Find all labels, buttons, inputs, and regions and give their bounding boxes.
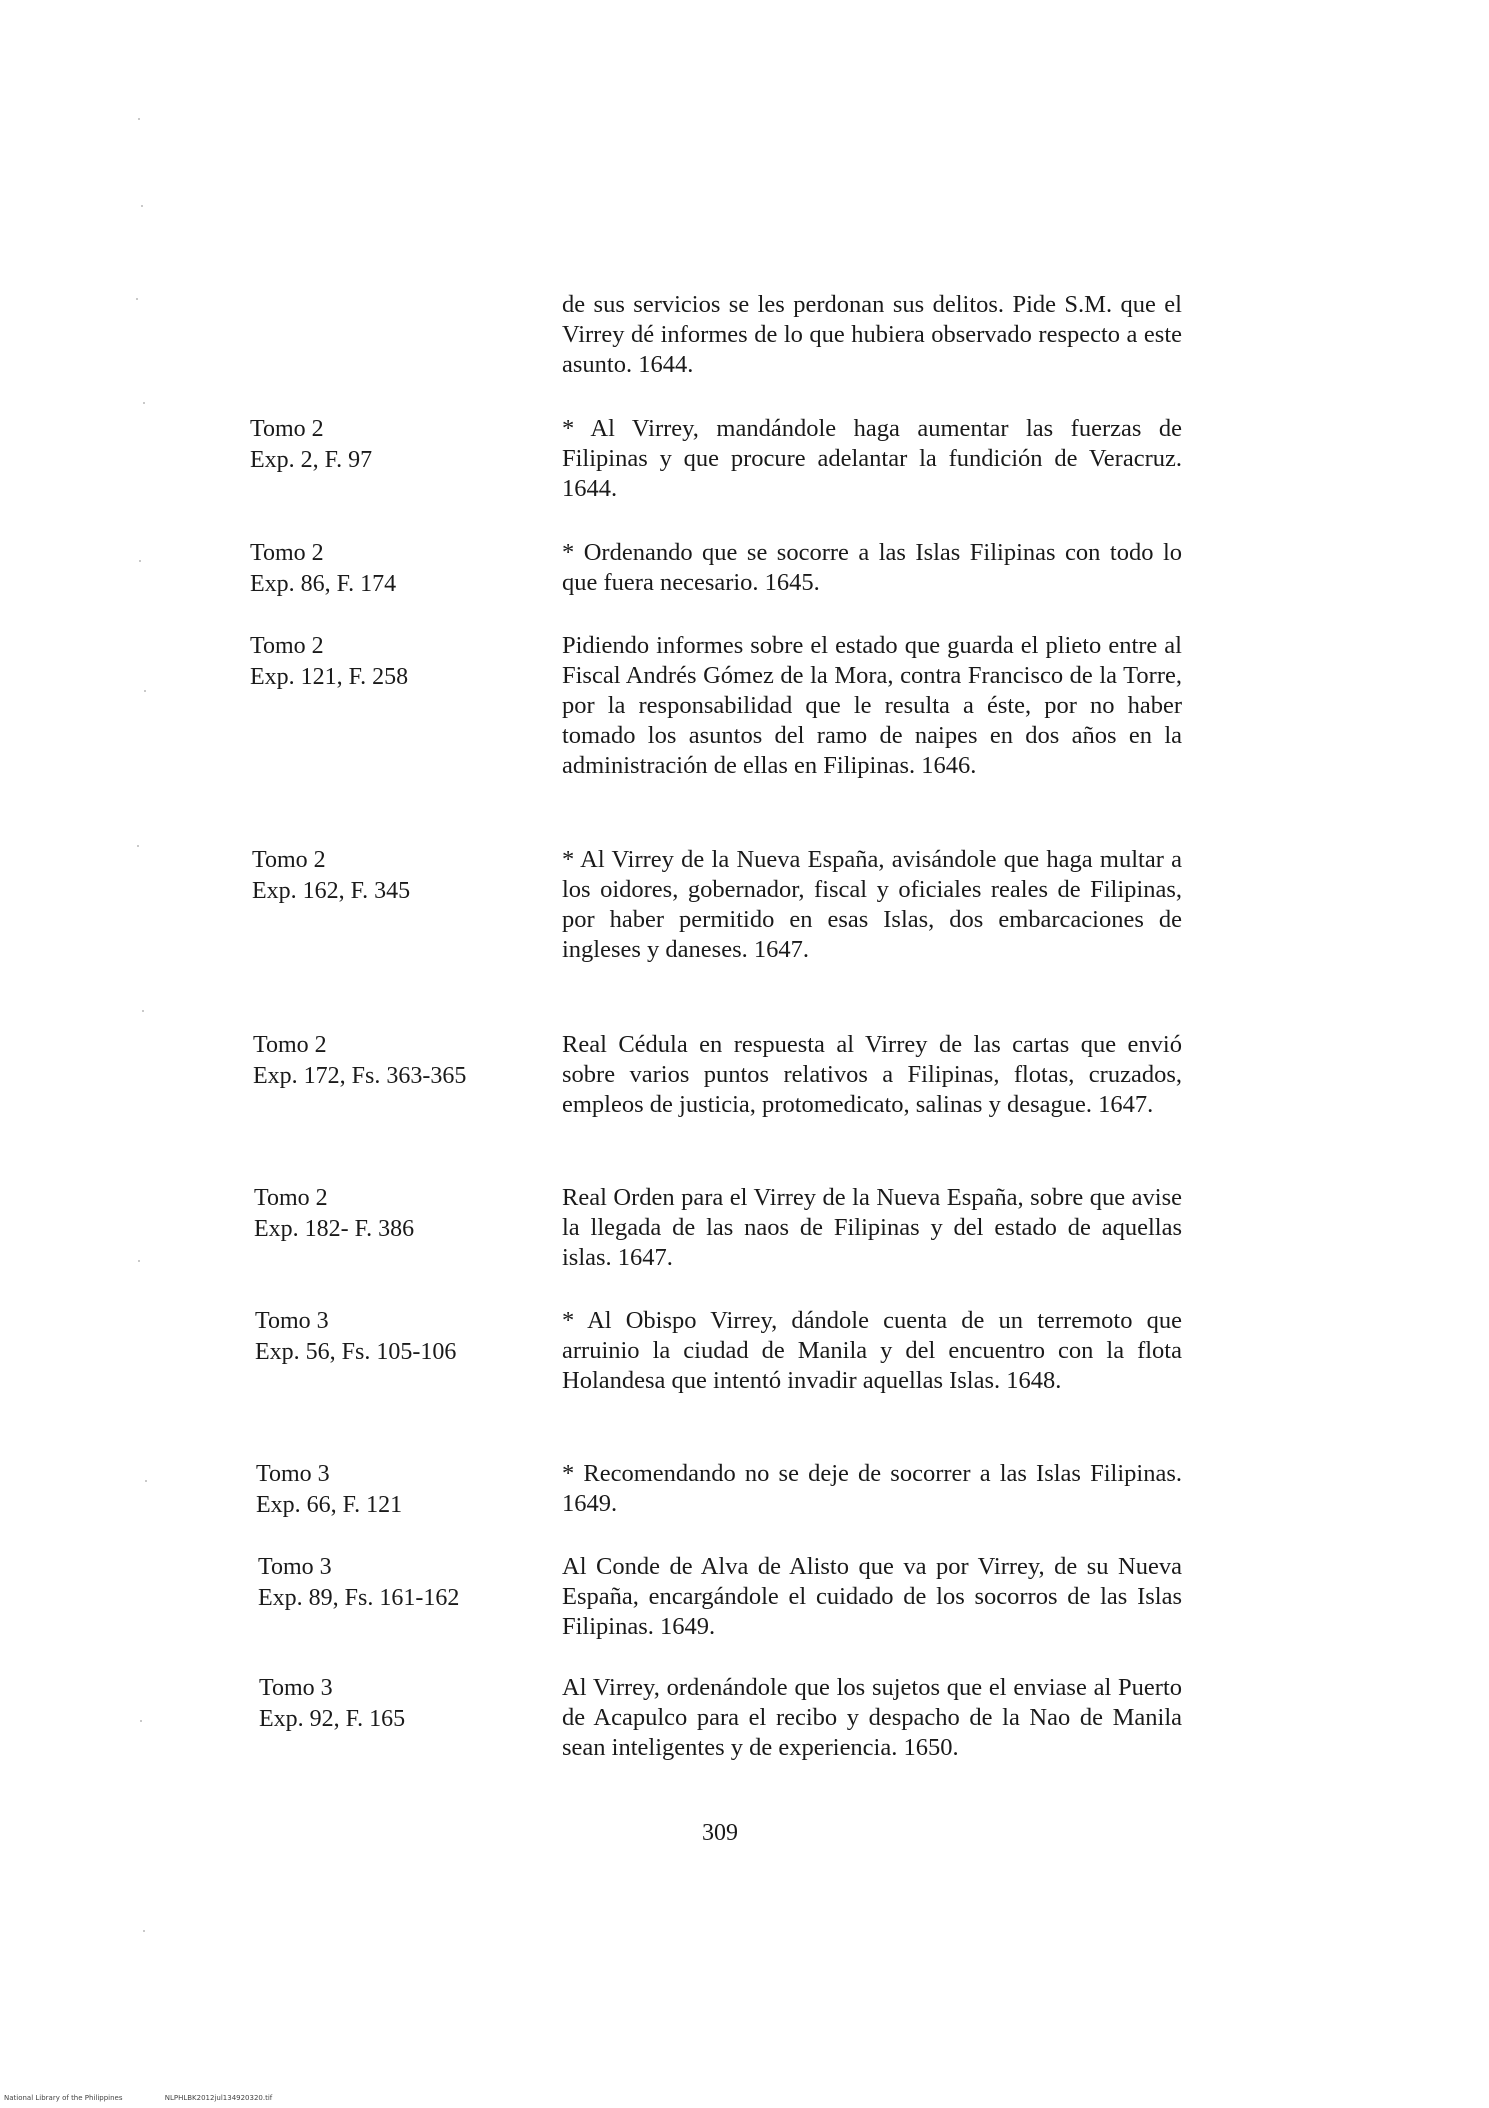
page-number: 309 (702, 1820, 738, 1846)
archive-reference (253, 1030, 466, 1092)
scan-filename: NLPHLBK2012jul134920320.tif (164, 2094, 273, 2102)
entry-text: Real Orden para el Virrey de la Nueva España, sobre que avise la llegada de las naos de Filipinas y del estado de aquellas islas. 1647. (562, 1184, 1182, 1271)
tomo-label: Tomo 2 (253, 1032, 327, 1058)
exp-label: Exp. 162, F. 345 (252, 878, 411, 904)
tomo-label: Tomo 3 (256, 1461, 330, 1487)
archive-reference (255, 1306, 456, 1368)
tomo-label: Tomo 2 (250, 633, 324, 659)
scan-speck (136, 298, 138, 300)
tomo-label: Tomo 3 (258, 1554, 332, 1580)
entry-text: * Al Virrey, mandándole haga aumentar las fuerzas de Filipinas y que procure adelantar la fundición de Veracruz. 1644. (562, 415, 1182, 502)
exp-label: Exp. 86, F. 174 (250, 571, 397, 597)
archive-reference (252, 845, 410, 907)
entry-text: Real Cédula en respuesta al Virrey de las cartas que envió sobre varios puntos relativos a Filipinas, flotas, cruzados, empleos de justicia, protomedicato, salinas y desague. 1647. (562, 1031, 1182, 1118)
scan-speck (142, 1010, 144, 1012)
exp-label: Exp. 92, F. 165 (259, 1706, 406, 1732)
exp-label: Exp. 56, Fs. 105-106 (255, 1339, 457, 1365)
tomo-label: Tomo 3 (255, 1308, 329, 1334)
entry-text: Al Conde de Alva de Alisto que va por Virrey, de su Nueva España, encargándole el cuidado de los socorros de las Islas Filipinas. 1649. (562, 1553, 1182, 1640)
archive-reference (250, 538, 396, 600)
exp-label: Exp. 182- F. 386 (254, 1216, 415, 1242)
exp-label: Exp. 89, Fs. 161-162 (258, 1585, 460, 1611)
exp-label: Exp. 66, F. 121 (256, 1492, 403, 1518)
tomo-label: Tomo 2 (250, 540, 324, 566)
tomo-label: Tomo 2 (254, 1185, 328, 1211)
scan-speck (143, 402, 145, 404)
scan-speck (139, 560, 141, 562)
scan-speck (143, 1930, 145, 1932)
exp-label: Exp. 121, F. 258 (250, 664, 409, 690)
archive-reference (259, 1673, 405, 1735)
entry-text: Pidiendo informes sobre el estado que guarda el plieto entre al Fiscal Andrés Gómez de la Mora, contra Francisco de la Torre, por la responsabilidad que le resulta a éste, por no haber tomado los asuntos del ramo de naipes en dos años en la administración de ellas en Filipinas. 1646. (562, 632, 1182, 779)
entry-text: * Al Virrey de la Nueva España, avisándole que haga multar a los oidores, gobernador, fiscal y oficiales reales de Filipinas, por haber permitido en esas Islas, dos embarcaciones de ingleses y daneses. 1647. (562, 846, 1182, 963)
entry-text: * Recomendando no se deje de socorrer a las Islas Filipinas. 1649. (562, 1460, 1182, 1517)
exp-label: Exp. 2, F. 97 (250, 447, 373, 473)
tomo-label: Tomo 2 (252, 847, 326, 873)
tomo-label: Tomo 3 (259, 1675, 333, 1701)
scan-speck (138, 1260, 140, 1262)
scan-speck (140, 1720, 142, 1722)
scan-speck (141, 205, 143, 207)
intro-paragraph: de sus servicios se les perdonan sus delitos. Pide S.M. que el Virrey dé informes de lo que hubiera observado respecto a este asunto. 1644. (562, 291, 1182, 378)
entry-text: * Al Obispo Virrey, dándole cuenta de un terremoto que arruinio la ciudad de Manila y del encuentro con la flota Holandesa que intentó invadir aquellas Islas. 1648. (562, 1307, 1182, 1394)
scan-speck (144, 690, 146, 692)
archive-reference (250, 631, 408, 693)
archive-reference (254, 1183, 414, 1245)
scan-speck (138, 118, 140, 120)
archive-reference (256, 1459, 402, 1521)
exp-label: Exp. 172, Fs. 363-365 (253, 1063, 467, 1089)
tomo-label: Tomo 2 (250, 416, 324, 442)
entry-text: Al Virrey, ordenándole que los sujetos que el enviase al Puerto de Acapulco para el recibo y despacho de la Nao de Manila sean inteligentes y de experiencia. 1650. (562, 1674, 1182, 1761)
scan-speck (137, 845, 139, 847)
scan-footer (4, 2094, 312, 2102)
entry-text: * Ordenando que se socorre a las Islas Filipinas con todo lo que fuera necesario. 1645. (562, 539, 1182, 596)
scan-speck (145, 1480, 147, 1482)
library-credit: National Library of the Philippines (4, 2094, 123, 2102)
archive-reference (258, 1552, 459, 1614)
archive-reference (250, 414, 372, 476)
